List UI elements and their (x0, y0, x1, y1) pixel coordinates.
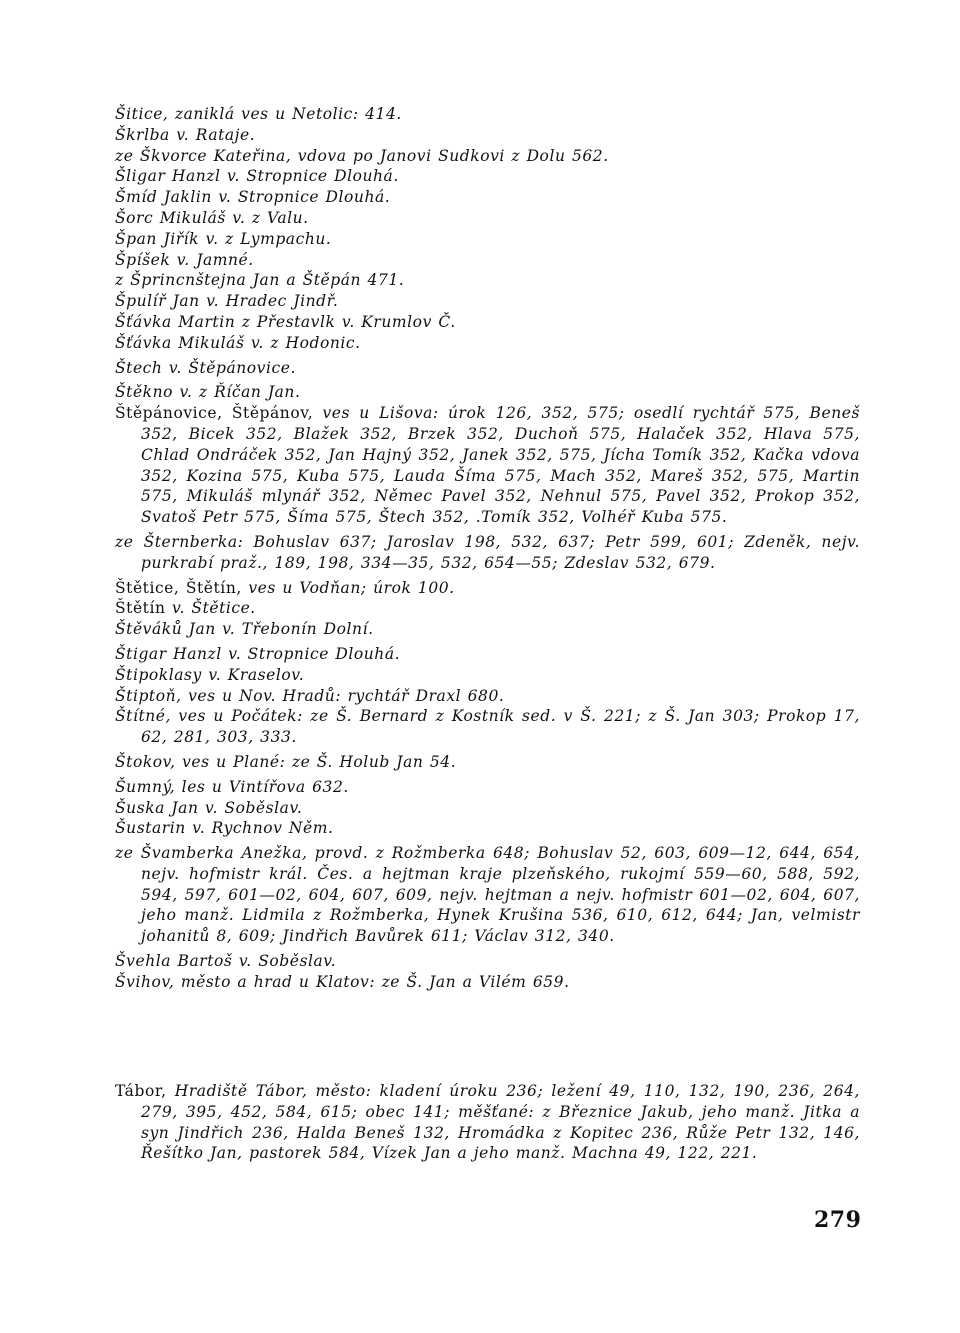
index-entry: Šťávka Mikuláš v. z Hodonic. (115, 333, 361, 352)
index-entry: Štipoklasy v. Kraselov. (115, 665, 305, 684)
index-entry: Špan Jiřík v. z Lympachu. (115, 229, 332, 248)
index-entry: Švihov, město a hrad u Klatov: ze Š. Jan a Vilém 659. (115, 972, 570, 991)
index-entry: Štítné, ves u Počátek: ze Š. Bernard z Kostník sed. v Š. 221; z Š. Jan 303; Prokop 17, 62, 281, 303, 333. (115, 707, 860, 747)
index-entry: Šuska Jan v. Soběslav. (115, 798, 303, 817)
index-entry: Štěpánovice, Štěpánov, ves u Lišova: úrok 126, 352, 575; osedlí rychtář 575, Beneš 352, Bicek 352, Blažek 352, Brzek 352, Duchoň 575, Halaček 352, Hlava 575, Chlad Ondráček 352, Jan Hajný 352, Janek 352, 575, Jícha Tomík 352, Kačka vdova 352, Kozina 575, Kuba 575, Lauda Šíma 575, Mach 352, Mareš 352, 575, Martin 575, Mikuláš mlynář 352, Němec Pavel 352, Nehnul 575, Pavel 352, Prokop 352, Svatoš Petr 575, Šíma 575, Štech 352, .Tomík 352, Volhéř Kuba 575. (115, 404, 860, 527)
index-entry: Šorc Mikuláš v. z Valu. (115, 208, 309, 227)
index-entry: Šustarin v. Rychnov Něm. (115, 819, 334, 838)
index-entry: Štětice, Štětín, ves u Vodňan; úrok 100. (115, 578, 455, 597)
index-entry: Štiptoň, ves u Nov. Hradů: rychtář Draxl 680. (115, 686, 505, 705)
index-entry: Štěváků Jan v. Třebonín Dolní. (115, 620, 374, 639)
index-entries-top (115, 104, 860, 993)
index-entry: Tábor, Hradiště Tábor, město: kladení úroku 236; ležení 49, 110, 132, 190, 236, 264, 279, 395, 452, 584, 615; obec 141; měšťané: z Březnice Jakub, jeho manž. Jitka a syn Jindřich 236, Halda Beneš 132, Hromádka z Kopitec 236, Růže Petr 132, 146, Řešítko Jan, pastorek 584, Vízek Jan a jeho manž. Machna 49, 122, 221. (115, 1082, 860, 1163)
index-entry: Škrlba v. Rataje. (115, 125, 256, 144)
index-entry: Štigar Hanzl v. Stropnice Dlouhá. (115, 644, 401, 663)
index-entry: z Šprincnštejna Jan a Štěpán 471. (115, 271, 405, 290)
index-entry: Štokov, ves u Plané: ze Š. Holub Jan 54. (115, 752, 457, 771)
index-entry: ze Šternberka: Bohuslav 637; Jaroslav 198, 532, 637; Petr 599, 601; Zdeněk, nejv. purkrabí praž., 189, 198, 334—35, 532, 654—55; Zdeslav 532, 679. (115, 532, 860, 572)
index-entry: Špíšek v. Jamné. (115, 250, 254, 269)
index-entry: Štech v. Štěpánovice. (115, 358, 296, 377)
index-entry: Štěkno v. z Říčan Jan. (115, 383, 301, 402)
index-entry: Špulíř Jan v. Hradec Jindř. (115, 292, 339, 311)
index-entry: ze Škvorce Kateřina, vdova po Janovi Sudkovi z Dolu 562. (115, 146, 609, 165)
index-entry: Šťávka Martin z Přestavlk v. Krumlov Č. (115, 312, 456, 331)
index-entry: Šligar Hanzl v. Stropnice Dlouhá. (115, 167, 399, 186)
index-entry: ze Švamberka Anežka, provd. z Rožmberka 648; Bohuslav 52, 603, 609—12, 644, 654, nejv. hofmistr král. Čes. a hejtman kraje plzeňského, rukojmí 559—60, 588, 592, 594, 597, 601—02, 604, 607, 609, nejv. hejtman a nejv. hofmistr 601—02, 604, 607, jeho manž. Lidmila z Rožmberka, Hynek Krušina 536, 610, 612, 644; Jan, velmistr johanitů 8, 609; Jindřich Bavůrek 611; Václav 312, 340. (115, 844, 860, 946)
index-entry: Švehla Bartoš v. Soběslav. (115, 952, 337, 971)
page-number: 279 (814, 1207, 862, 1233)
index-entry: Štětín v. Štětice. (115, 599, 256, 618)
index-entries-bottom (115, 1081, 860, 1164)
index-entry: Šitice, zaniklá ves u Netolic: 414. (115, 105, 402, 123)
index-entry: Šmíd Jaklin v. Stropnice Dlouhá. (115, 188, 391, 207)
index-entry: Šumný, les u Vintířova 632. (115, 777, 349, 796)
